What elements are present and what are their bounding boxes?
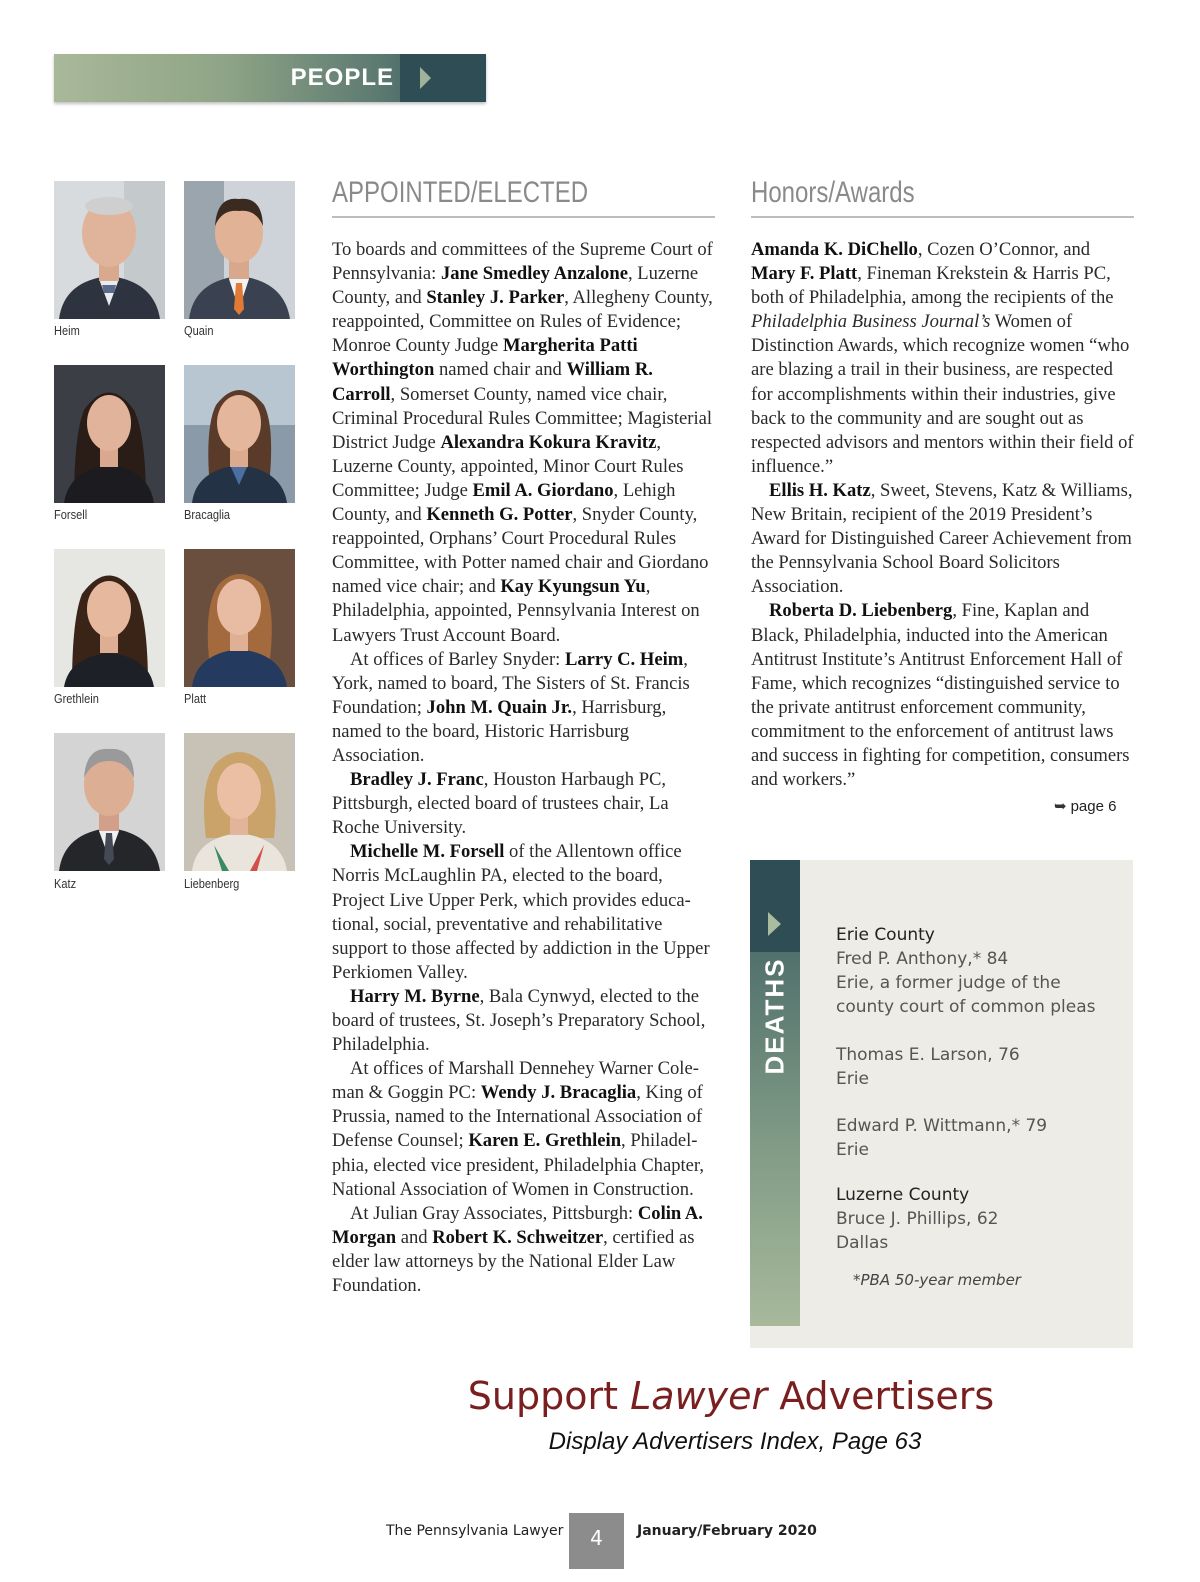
honors-body xyxy=(751,238,1136,792)
photo-caption: Quain xyxy=(184,323,214,338)
body-text: To boards and committees of the Supreme Court of Pennsylvania: xyxy=(332,239,713,285)
body-text: , King of Prussia, named to the International Association of Defense Counsel; xyxy=(332,1082,703,1152)
membership-footnote: *PBA 50-year member xyxy=(853,1271,1021,1289)
person-name: Kenneth G. Potter xyxy=(426,504,573,526)
body-text: and xyxy=(396,1226,433,1248)
portrait-photo-katz xyxy=(54,733,165,871)
body-text: , Fineman Krekstein & Harris PC, both of Philadelphia, among the recipients of the xyxy=(751,263,1114,309)
body-text: , Houston Harbaugh PC, Pittsburgh, elected board of trustees chair, La Roche University. xyxy=(332,769,669,839)
obituary-detail: county court of common pleas xyxy=(836,997,1096,1017)
deaths-box xyxy=(750,860,1133,1348)
continued-page-link[interactable] xyxy=(1054,797,1116,815)
portrait-photo-bracaglia xyxy=(184,365,295,503)
body-text: named chair and xyxy=(434,359,567,381)
paragraph xyxy=(751,479,1136,599)
person-name: Margherita Patti Worthington xyxy=(332,335,638,381)
person-name: Bradley J. Franc xyxy=(350,769,484,791)
body-text: , Lehigh County, and xyxy=(332,479,676,526)
appointed-body xyxy=(332,238,717,1298)
curved-arrow-icon: ➥ xyxy=(1054,798,1067,815)
person-name: Roberta D. Liebenberg xyxy=(769,600,953,622)
paragraph xyxy=(751,599,1136,792)
body-text: , Snyder County, reappointed, Orphans’ Court Procedural Rules Committee, with Potter named chair and Giordano named vice chair; and xyxy=(332,504,709,598)
obituary-name: Fred P. Anthony,* 84 xyxy=(836,949,1009,969)
advertisers-index-link[interactable]: Display Advertisers Index, Page 63 xyxy=(548,1428,922,1455)
arrow-right-icon xyxy=(768,912,781,936)
obituary-detail: Dallas xyxy=(836,1233,889,1253)
body-text: At Julian Gray Associates, Pittsburgh: xyxy=(350,1202,638,1224)
person-name: Amanda K. DiChello xyxy=(751,239,918,260)
body-text: , Philadelphia, elected vice president, Philadelphia Chapter, National Association of Women in Construction. xyxy=(332,1130,705,1200)
paragraph xyxy=(332,985,717,1057)
paragraph xyxy=(332,648,717,768)
obituary-name: Bruce J. Phillips, 62 xyxy=(836,1209,999,1229)
continued-page-label: page 6 xyxy=(1070,798,1117,815)
county-name: Erie County xyxy=(836,925,935,945)
body-text: , Cozen O’Connor, and xyxy=(917,239,1091,260)
body-text: Philadelphia Business Journal’s xyxy=(751,311,991,333)
obituary-detail: Erie xyxy=(836,1069,869,1089)
honors-heading: Honors/Awards xyxy=(751,176,915,209)
deaths-sidebar-top xyxy=(750,860,800,952)
body-text: At offices of Barley Snyder: xyxy=(350,648,565,670)
headline-text: Support xyxy=(467,1374,631,1418)
body-text: , Luzerne County, and xyxy=(332,263,699,309)
person-name: Robert K. Schweitzer xyxy=(432,1226,604,1248)
photo-caption: Bracaglia xyxy=(184,507,231,522)
person-name: Kay Kyungsun Yu xyxy=(500,576,646,598)
issue-date: January/February 2020 xyxy=(637,1523,817,1539)
photo-caption: Katz xyxy=(54,876,77,891)
person-name: Emil A. Giordano xyxy=(472,479,614,501)
person-name: Alexandra Kokura Kravitz xyxy=(440,431,657,453)
body-text: , Allegheny County, reappointed, Committee on Rules of Evidence; Monroe County Judge xyxy=(332,287,713,357)
obituary-detail: Erie xyxy=(836,1140,869,1160)
body-text: , Luzerne County, appointed, Minor Court Rules Committee; Judge xyxy=(332,431,684,501)
photo-caption: Grethlein xyxy=(54,691,99,706)
paragraph xyxy=(332,1057,717,1202)
person-name: Jane Smedley Anzalone xyxy=(440,263,628,285)
body-text: , Philadelphia, appointed, Pennsylvania Interest on Lawyers Trust Account Board. xyxy=(332,576,700,646)
paragraph xyxy=(751,238,1136,479)
person-name: Karen E. Grethlein xyxy=(468,1130,622,1152)
person-name: Colin A. Morgan xyxy=(332,1202,703,1248)
portrait-photo-forsell xyxy=(54,365,165,503)
person-name: Mary F. Platt xyxy=(751,263,858,285)
body-text: , Fine, Kaplan and Black, Philadelphia, inducted into the American Antitrust Institute’s Antitrust Enforcement Hall of Fame, which recognizes “distinguished service to the private antitrust enforcement community, commitment to the enforcement of antitrust laws and success in fighting for competition, consumers and workers.” xyxy=(751,600,1130,791)
person-name: Harry M. Byrne xyxy=(350,985,480,1007)
support-advertisers-headline xyxy=(0,1374,1200,1418)
obituary-name: Edward P. Wittmann,* 79 xyxy=(836,1116,1048,1136)
headline-italic: Lawyer xyxy=(630,1374,768,1418)
body-text: , Harrisburg, named to the board, Historic Harrisburg Association. xyxy=(332,696,667,766)
body-text: , Somerset County, named vice chair, Criminal Procedural Rules Committee; Magisterial District Judge xyxy=(332,383,713,453)
photo-caption: Liebenberg xyxy=(184,876,240,891)
publication-name: The Pennsylvania Lawyer xyxy=(386,1523,564,1539)
portrait-photo-grethlein xyxy=(54,549,165,687)
person-name: Michelle M. Forsell xyxy=(350,841,505,863)
headline-text: Advertisers xyxy=(767,1374,995,1418)
obituary-detail: Erie, a former judge of the xyxy=(836,973,1061,993)
arrow-right-icon xyxy=(420,67,431,89)
banner-arrow-box xyxy=(400,54,486,102)
body-text: , certified as elder law attorneys by the National Elder Law Foundation. xyxy=(332,1226,695,1297)
paragraph xyxy=(332,840,717,985)
paragraph xyxy=(332,238,717,648)
body-text: , York, named to board, The Sisters of St. Francis Foundation; xyxy=(332,648,690,718)
portrait-photo-heim xyxy=(54,181,165,319)
paragraph xyxy=(332,768,717,840)
person-name: Ellis H. Katz xyxy=(769,479,871,501)
portrait-photo-quain xyxy=(184,181,295,319)
deaths-label xyxy=(760,1021,791,1075)
body-text: of the Allentown office Norris McLaughlin PA, elected to the board, Project Live Upper Perk, which provides educational, social, preventative and rehabilitative support to those affected by addiction in the Upper Perkiomen Valley. xyxy=(332,841,710,983)
body-text: At offices of Marshall Dennehey Warner Coleman & Goggin PC: xyxy=(332,1058,699,1104)
body-text: , Bala Cynwyd, elected to the board of trustees, St. Joseph’s Preparatory School, Philadelphia. xyxy=(332,985,706,1056)
person-name: John M. Quain Jr. xyxy=(426,696,573,718)
county-name: Luzerne County xyxy=(836,1185,970,1205)
paragraph xyxy=(332,1202,717,1298)
photo-caption: Forsell xyxy=(54,507,88,522)
person-name: William R. Carroll xyxy=(332,359,653,405)
heading-rule xyxy=(332,216,715,218)
photo-caption: Heim xyxy=(54,323,80,338)
obituary-name: Thomas E. Larson, 76 xyxy=(836,1045,1020,1065)
page-number: 4 xyxy=(569,1513,624,1569)
banner-label: PEOPLE xyxy=(290,64,394,91)
body-text: Women of Distinction Awards, which recognize women “who are blazing a trail in their business, are respected for accomplishments within their industries, give back to the community and are sought out as respected advisors and mentors within their field of influence.” xyxy=(751,311,1134,477)
body-text: , Sweet, Stevens, Katz & Williams, New Britain, recipient of the 2019 President’s Award for Distinguished Career Achievement from the Pennsylvania School Board Solicitors Association. xyxy=(751,479,1133,598)
person-name: Stanley J. Parker xyxy=(426,287,565,309)
heading-rule xyxy=(751,216,1134,218)
appointed-heading: APPOINTED/ELECTED xyxy=(332,176,589,209)
portrait-photo-platt xyxy=(184,549,295,687)
person-name: Larry C. Heim xyxy=(564,648,684,670)
person-name: Wendy J. Bracaglia xyxy=(480,1082,637,1104)
section-banner xyxy=(54,54,486,102)
photo-caption: Platt xyxy=(184,691,207,706)
portrait-photo-liebenberg xyxy=(184,733,295,871)
